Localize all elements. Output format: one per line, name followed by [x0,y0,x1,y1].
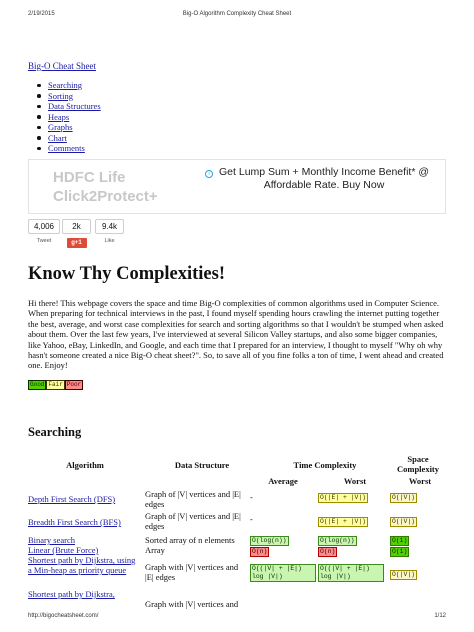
row-algorithm-binary-search[interactable]: Binary search [28,535,75,545]
section-nav [36,80,101,154]
site-title-link[interactable]: Big-O Cheat Sheet [28,61,96,71]
row-algorithm-dijkstra-partial[interactable]: Shortest path by Dijkstra, [28,589,115,599]
ad-choices-icon[interactable]: i [205,170,213,178]
row-avg-binary-search: O(log(n)) [252,537,287,544]
col-time-complexity: Time Complexity [293,460,357,470]
legend-poor: Poor [66,381,82,388]
col-algorithm: Algorithm [66,460,104,470]
row-space-bfs: O(|V|) [392,518,416,525]
row-worst-dfs: O(|E| + |V|) [320,494,367,501]
print-title: Big-O Algorithm Complexity Cheat Sheet [182,11,292,17]
intro-paragraph: Hi there! This webpage covers the space and time Big-O complexities of common algorithms used in Computer Science. When preparing for technical interviews in the past, I found myself spending hours crawling the internet putting together the best, average, and worst case complexities for search and sorting algorithms so that I wouldn't be stumped when asked about them. Over the last few years, I've interviewed at several Silicon Valley startups, and also some bigger companies, like Yahoo, eBay, LinkedIn, and Google, and each time that I prepared for an interview, I thought to myself "Why oh why hasn't someone created a nice Big-O cheat sheet?". So, to save all of you fine folks a ton of time, I went ahead and created one. Enjoy! [28,298,444,371]
searching-heading: Searching [28,425,82,439]
like-button[interactable]: Like [104,238,115,244]
row-ds-dijkstra-partial: Graph with |V| vertices and [145,599,239,609]
legend-fair: Fair [48,381,63,388]
print-page-number: 1/12 [434,613,446,619]
col-space-complexity: Space Complexity [396,454,440,474]
nav-item-data-structures[interactable]: Data Structures [36,101,101,112]
row-worst-bfs: O(|E| + |V|) [320,518,367,525]
ad-copy: Get Lump Sum + Monthly Income Benefit* @ Affordable Rate. Buy Now [219,166,429,191]
like-widget[interactable] [95,219,124,244]
advertisement-banner[interactable] [28,159,446,214]
row-ds-bfs: Graph of |V| vertices and |E| edges [145,511,241,531]
col-worst-space: Worst [408,476,432,486]
ad-brand: HDFC Life Click2Protect+ [53,169,158,205]
col-data-structure: Data Structure [174,460,230,470]
row-ds-binary-search: Sorted array of n elements [145,535,235,545]
nav-item-chart[interactable]: Chart [36,133,101,144]
row-algorithm-dijkstra-heap[interactable]: Shortest path by Dijkstra, using a Min-heap as priority queue [28,555,136,575]
tweet-widget[interactable] [28,219,60,244]
row-avg-dijkstra-heap: O((|V| + |E|) log |V|) [250,564,316,582]
row-space-dijkstra-heap: O(|V|) [392,571,416,578]
gplus-button[interactable]: g+1 [67,238,87,248]
nav-item-sorting[interactable]: Sorting [36,91,101,102]
row-algorithm-linear[interactable]: Linear (Brute Force) [28,545,99,555]
row-space-binary-search: O(1) [392,537,408,544]
nav-item-comments[interactable]: Comments [36,143,101,154]
row-worst-binary-search: O(log(n)) [320,537,355,544]
col-worst-time: Worst [343,476,367,486]
nav-item-heaps[interactable]: Heaps [36,112,101,123]
like-count: 9.4k [95,219,124,234]
legend-good: Good [30,381,45,388]
row-space-dfs: O(|V|) [392,494,416,501]
gplus-count: 2k [62,219,91,234]
row-avg-bfs: - [250,514,253,524]
row-algorithm-bfs[interactable]: Breadth First Search (BFS) [28,517,121,527]
tweet-count: 4,006 [28,219,60,234]
row-space-linear: O(1) [392,548,408,555]
nav-item-graphs[interactable]: Graphs [36,122,101,133]
row-ds-dijkstra-heap: Graph with |V| vertices and |E| edges [145,562,239,582]
row-ds-dfs: Graph of |V| vertices and |E| edges [145,489,241,509]
print-url: http://bigocheatsheet.com/ [28,613,99,619]
complexity-legend [28,380,83,390]
row-avg-dfs: - [250,492,253,502]
page-heading: Know Thy Complexities! [28,264,226,284]
col-average: Average [268,476,298,486]
row-worst-dijkstra-heap: O((|V| + |E|) log |V|) [318,564,384,582]
row-algorithm-dfs[interactable]: Depth First Search (DFS) [28,494,116,504]
nav-item-searching[interactable]: Searching [36,80,101,91]
gplus-widget[interactable] [62,219,91,248]
row-worst-linear: O(n) [320,548,336,555]
print-date: 2/19/2015 [28,11,55,17]
row-avg-linear: O(n) [252,548,268,555]
tweet-button[interactable]: Tweet [36,238,52,244]
row-ds-linear: Array [145,545,165,555]
